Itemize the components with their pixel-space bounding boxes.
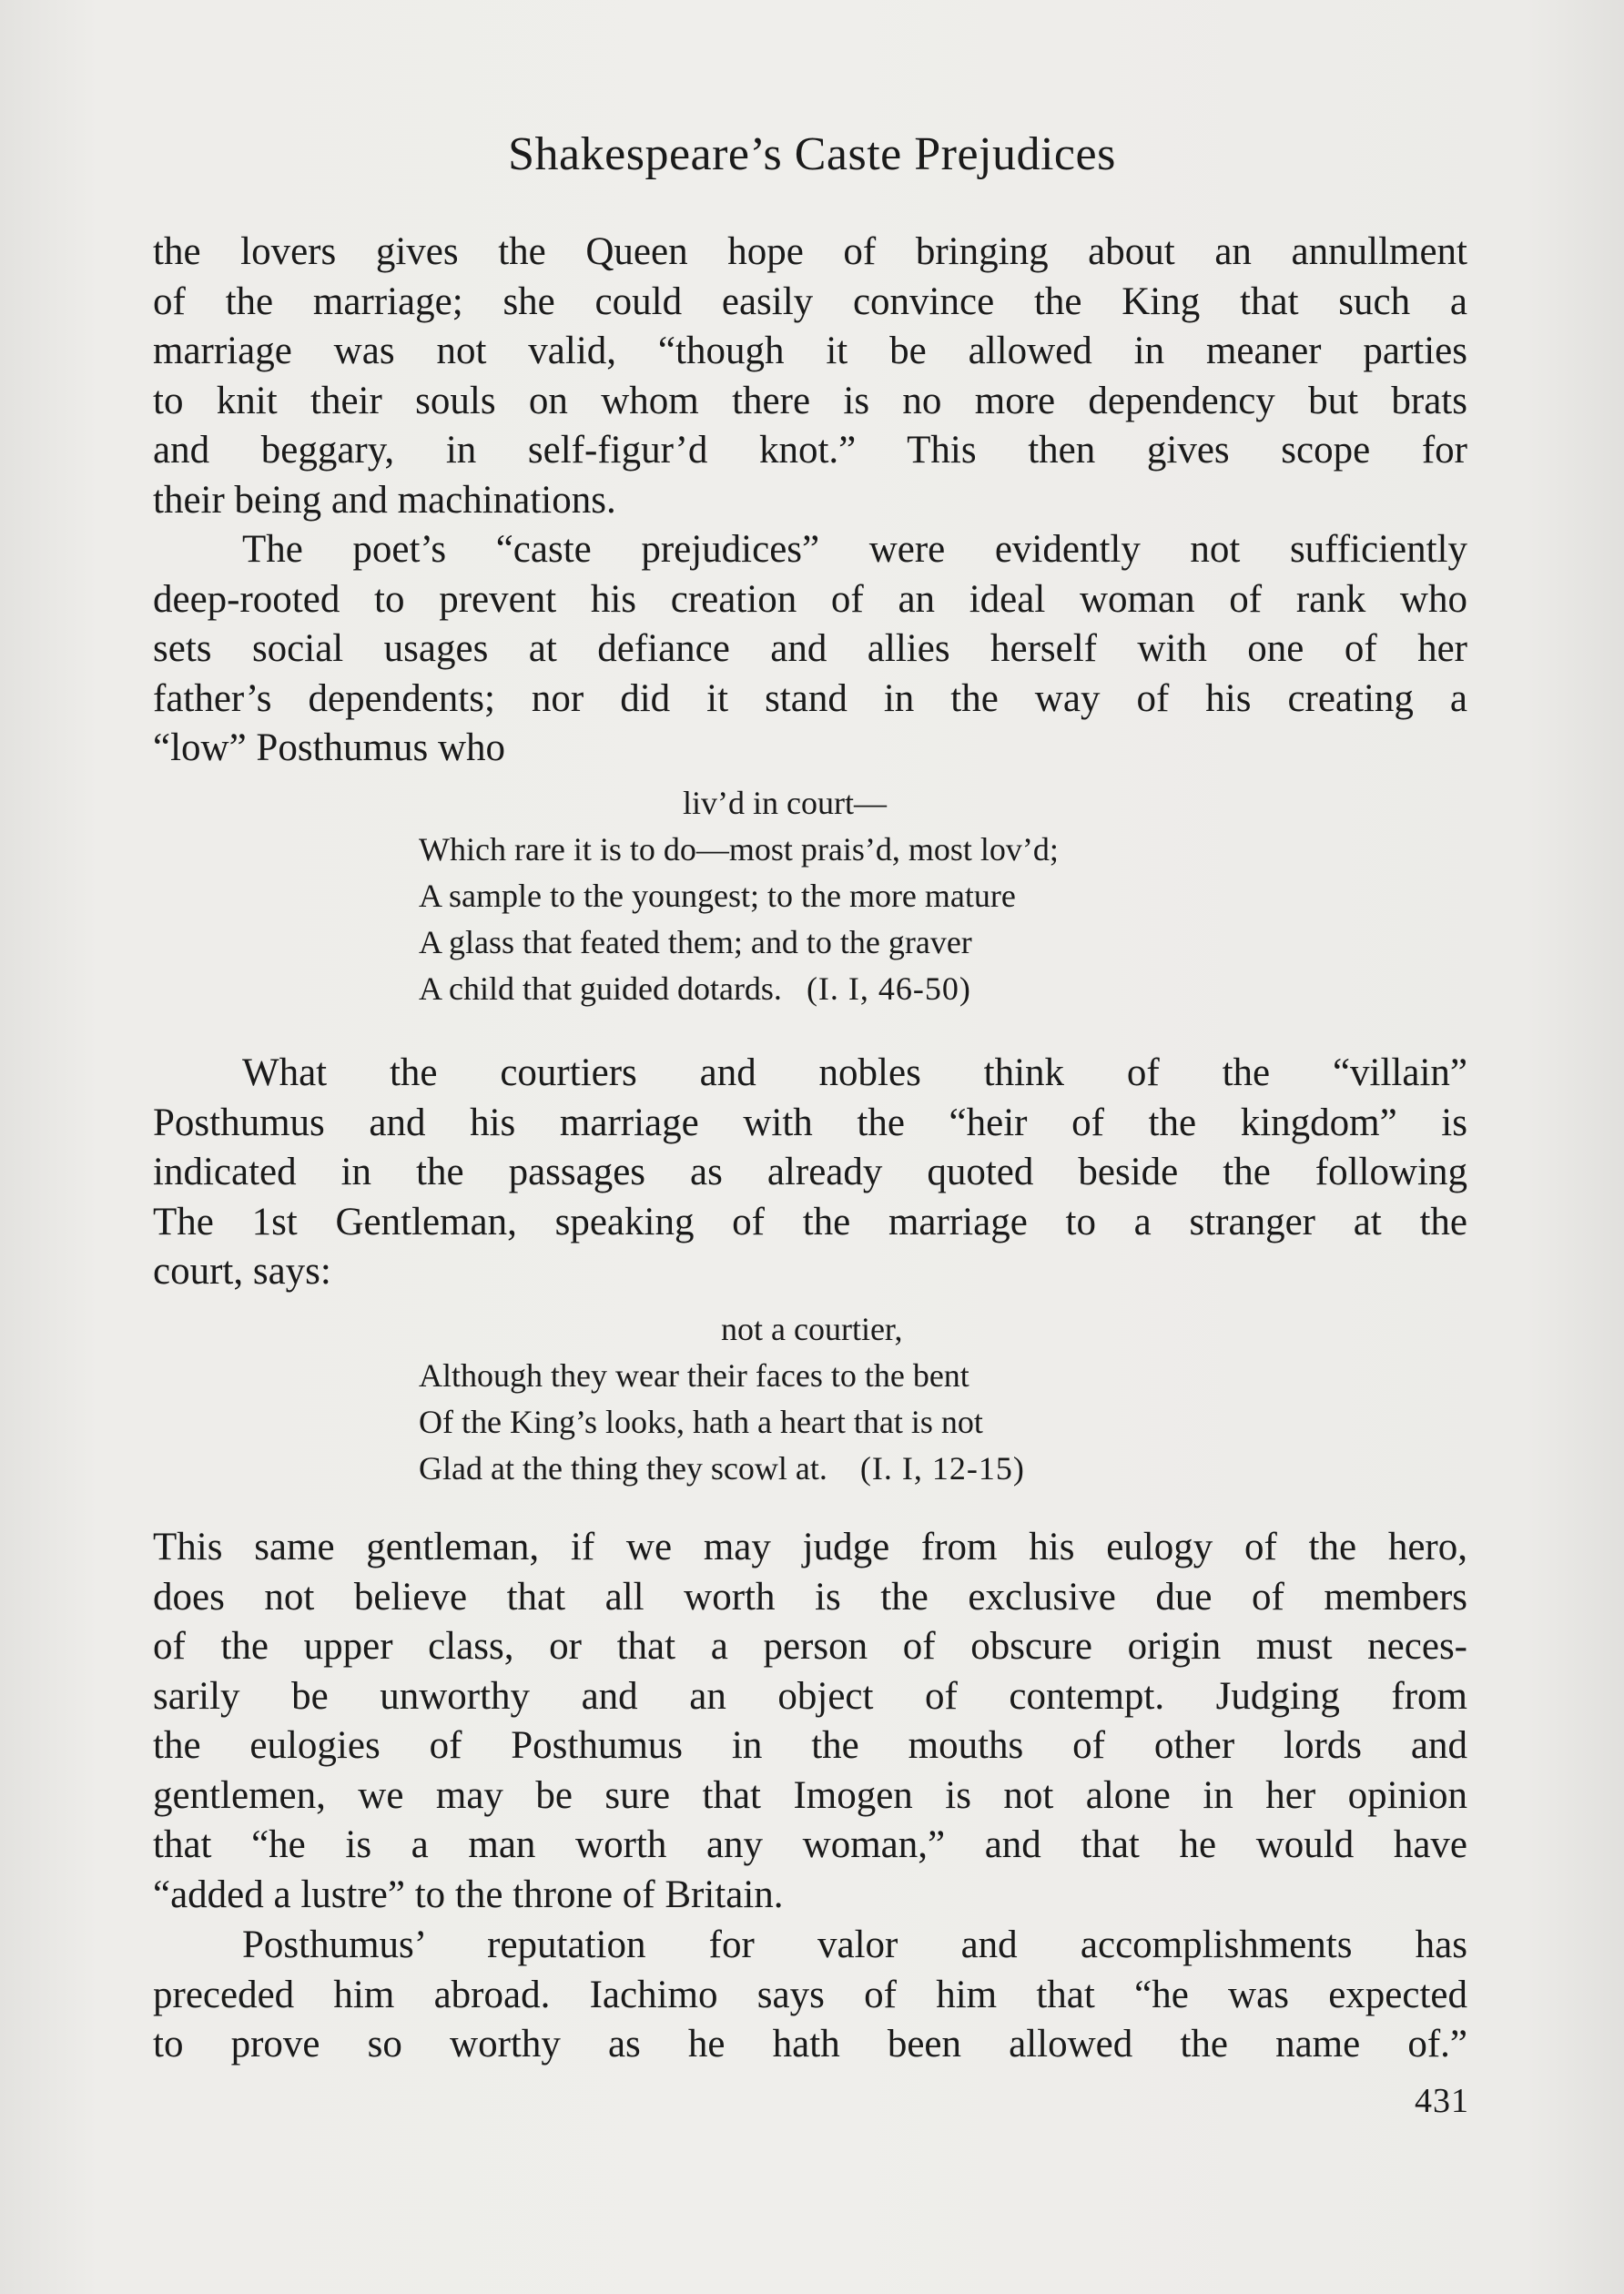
running-header: Shakespeare’s Caste Prejudices xyxy=(508,128,1116,180)
text-line: preceded him abroad. Iachimo says of him that “he was expected xyxy=(153,1973,1467,2016)
verse-citation: (I. I, 12-15) xyxy=(859,1450,1025,1487)
verse-line: Which rare it is to do—most prais’d, most lov’d; xyxy=(419,831,1059,868)
text-line: This same gentleman, if we may judge from his eulogy of the hero, xyxy=(153,1526,1467,1568)
text-line: “added a lustre” to the throne of Britain. xyxy=(153,1873,784,1916)
paragraph-4 xyxy=(153,1523,1467,1920)
text-line: to prove so worthy as he hath been allowed the name of.” xyxy=(153,2023,1467,2066)
text-line: their being and machinations. xyxy=(153,478,616,522)
text-line: and beggary, in self-figur’d knot.” This then gives scope for xyxy=(153,429,1467,472)
text-line: sets social usages at defiance and allies herself with one of her xyxy=(153,627,1467,670)
text-line: marriage was not valid, “though it be allowed in meaner parties xyxy=(153,330,1467,372)
text-line: sarily be unworthy and an object of contempt. Judging from xyxy=(153,1674,1467,1718)
text-line: “low” Posthumus who xyxy=(153,726,505,769)
paragraph-1 xyxy=(153,228,1467,525)
verse-line: A sample to the youngest; to the more mature xyxy=(419,878,1016,914)
verse-line: A glass that feated them; and to the graver xyxy=(419,924,972,960)
text-line: What the courtiers and nobles think of the “villain” xyxy=(242,1051,1467,1094)
verse-line: A child that guided dotards. xyxy=(419,970,782,1007)
text-line: The 1st Gentleman, speaking of the marriage to a stranger at the xyxy=(153,1200,1467,1243)
text-line: of the marriage; she could easily convince the King that such a xyxy=(153,279,1467,323)
text-line: of the upper class, or that a person of obscure origin must neces- xyxy=(153,1625,1467,1668)
text-line: court, says: xyxy=(153,1250,331,1293)
verse-citation: (I. I, 46-50) xyxy=(806,970,971,1007)
paragraph-3 xyxy=(153,1049,1467,1297)
verse-line: liv’d in court— xyxy=(683,785,887,821)
verse-quotation-2 xyxy=(419,1306,1025,1492)
paragraph-2 xyxy=(153,525,1467,774)
text-line: father’s dependents; nor did it stand in the way of his creating a xyxy=(153,676,1467,720)
verse-quotation-1 xyxy=(419,780,1059,1012)
text-line: that “he is a man worth any woman,” and that he would have xyxy=(153,1823,1467,1866)
text-line: does not believe that all worth is the exclusive due of members xyxy=(153,1575,1467,1619)
text-line: the eulogies of Posthumus in the mouths of other lords and xyxy=(153,1724,1467,1767)
text-line: the lovers gives the Queen hope of bringing about an annullment xyxy=(153,230,1467,273)
text-line: gentlemen, we may be sure that Imogen is not alone in her opinion xyxy=(153,1773,1467,1817)
paragraph-5 xyxy=(153,1921,1467,2070)
verse-line: Glad at the thing they scowl at. xyxy=(419,1450,827,1487)
text-line: Posthumus and his marriage with the “heir of the kingdom” is xyxy=(153,1101,1467,1144)
verse-line: not a courtier, xyxy=(721,1311,903,1347)
text-line: deep-rooted to prevent his creation of an ideal woman of rank who xyxy=(153,577,1467,621)
text-line: to knit their souls on whom there is no more dependency but brats xyxy=(153,379,1467,422)
page-number: 431 xyxy=(1415,2082,1469,2120)
verse-line: Although they wear their faces to the bent xyxy=(419,1357,969,1394)
text-line: Posthumus’ reputation for valor and accomplishments has xyxy=(242,1924,1467,1966)
text-line: The poet’s “caste prejudices” were evidently not sufficiently xyxy=(242,528,1467,571)
text-line: indicated in the passages as already quoted beside the following xyxy=(153,1151,1467,1193)
verse-line: Of the King’s looks, hath a heart that is not xyxy=(419,1404,983,1440)
